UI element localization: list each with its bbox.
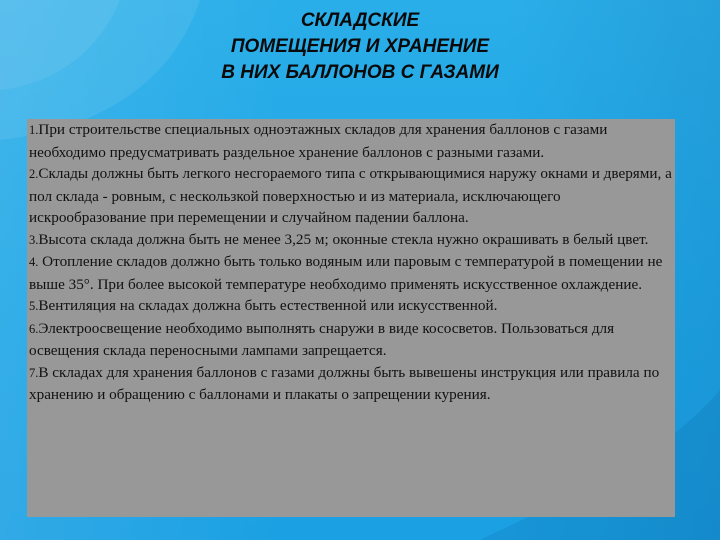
item-number: 6. bbox=[29, 321, 39, 336]
item-text: При строительстве специальных одноэтажных складов для хранения баллонов с газами необходимо предусматривать раздельное хранение баллонов с разными газами. bbox=[29, 121, 608, 161]
title-line-3: В НИХ БАЛЛОНОВ С ГАЗАМИ bbox=[221, 62, 499, 83]
list-item-3 bbox=[29, 229, 675, 252]
list-item-7 bbox=[29, 362, 675, 406]
item-text: Склады должны быть легкого несгораемого типа с открывающимися наружу окнами и дверями, а пол склада - ровным, с нескользкой поверхностью и из материала, исключающего искрообразование при перемещении и случайном падении баллона. bbox=[29, 165, 672, 226]
item-text: В складах для хранения баллонов с газами должны быть вывешены инструкция или правила по хранению и обращению с баллонами и плакаты о запрещении курения. bbox=[29, 363, 660, 403]
list-item-2 bbox=[29, 163, 675, 229]
item-number: 4. bbox=[29, 255, 39, 269]
item-number: 2. bbox=[29, 167, 39, 181]
item-number: 5. bbox=[29, 299, 39, 313]
item-number: 7. bbox=[29, 365, 39, 380]
item-number: 1. bbox=[29, 123, 39, 137]
list-item-6 bbox=[29, 318, 675, 362]
slide-title bbox=[120, 8, 600, 86]
item-text: Отопление складов должно быть только водяным или паровым с температурой в помещении не выше 35°. При более высокой температуре необходимо применять искусственное охлаждение. bbox=[29, 253, 663, 293]
item-number: 3. bbox=[29, 232, 39, 247]
list-item-4 bbox=[29, 251, 675, 295]
item-text: Высота склада должна быть не менее 3,25 м; оконные стекла нужно окрашивать в белый цвет. bbox=[38, 230, 649, 248]
content-panel bbox=[27, 119, 675, 517]
title-line-1: СКЛАДСКИЕ bbox=[300, 10, 420, 31]
list-item-1 bbox=[29, 119, 675, 163]
list-item-5 bbox=[29, 295, 675, 318]
title-line-2: ПОМЕЩЕНИЯ И ХРАНЕНИЕ bbox=[230, 36, 490, 57]
item-text: Электроосвещение необходимо выполнять снаружи в виде кососветов. Пользоваться для освещения склада переносными лампами запрещается. bbox=[29, 319, 615, 359]
item-text: Вентиляция на складах должна быть естественной или искусственной. bbox=[38, 297, 498, 314]
